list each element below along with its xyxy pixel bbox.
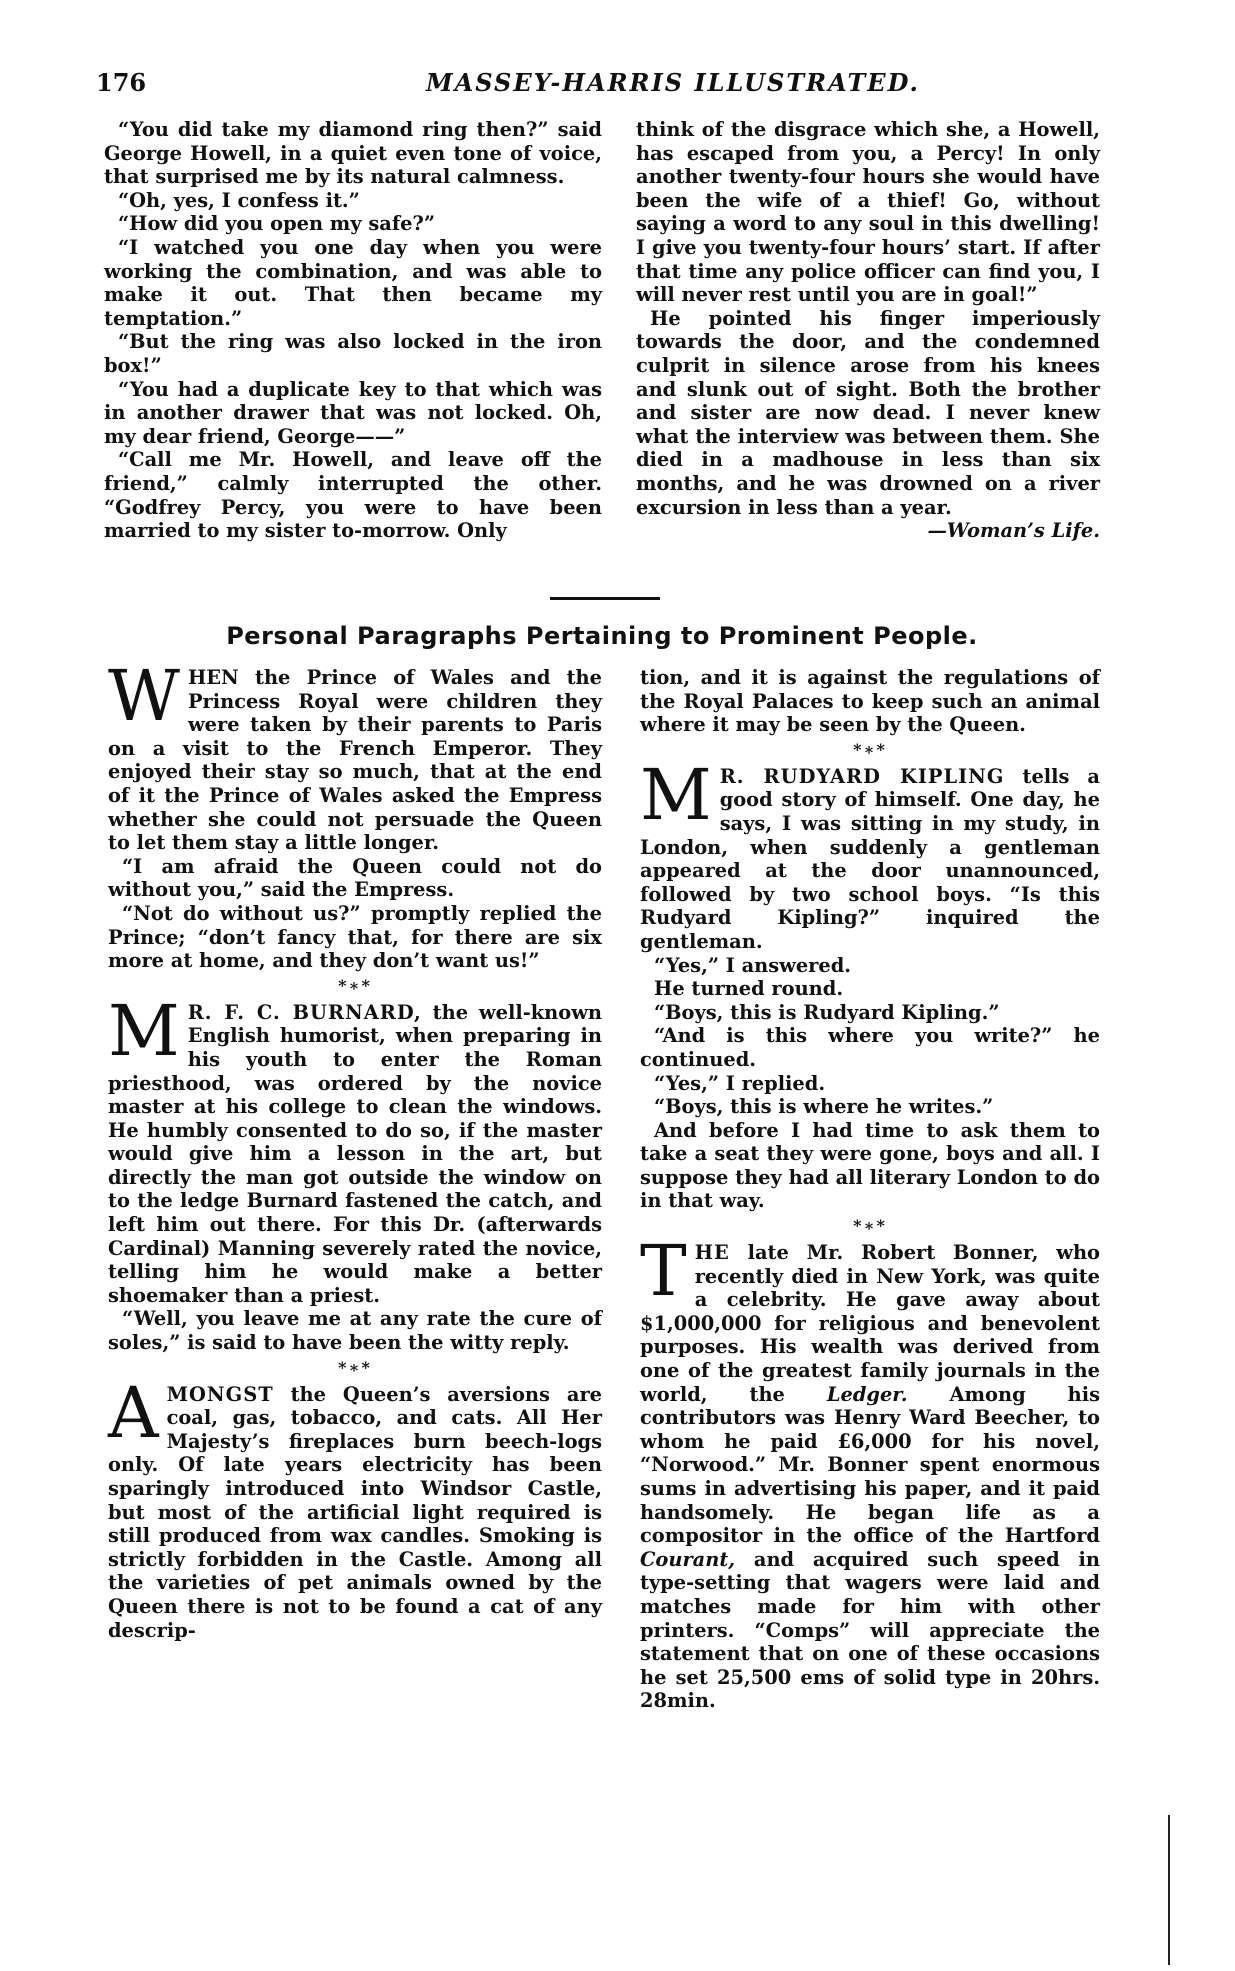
- article-prince-of-wales: [108, 655, 602, 973]
- article-bonner: [640, 1230, 1100, 1713]
- article-lead-text: HEN the Prince of Wales and the Princess Royal were children they were taken by their parents to Paris on a visit to the French Emperor. They enjoyed their stay so much, that at the end of it the Prince of Wales asked the Empress whether she could not persuade the Queen to let them stay a little longer.: [108, 666, 602, 855]
- asterism-divider: *∗*: [338, 1357, 372, 1377]
- story-paragraph: He pointed his finger imperiously towards the door, and the condemned culprit in silence arose from his knees and slunk out of sight. Both the brother and sister are now dead. I never knew what the interview was between them. She died in a madhouse in less than six months, and he was drowned on a river excursion in less than a year.: [636, 306, 1100, 519]
- margin-rule: [1168, 1815, 1170, 1965]
- article-lead: [640, 1230, 1100, 1713]
- running-title: MASSEY-HARRIS ILLUSTRATED.: [426, 68, 920, 97]
- article-paragraph: “Boys, this is where he writes.”: [654, 1095, 994, 1119]
- drop-cap: W: [108, 655, 180, 737]
- asterism-divider: *∗*: [338, 975, 372, 995]
- article-lead-text: Among his contributors was Henry Ward Beecher, to whom he paid £6,000 for his novel, “Norwood.” Mr. Bonner spent enormous sums in advertising his paper, and it paid handsomely. He began life as a compositor in the office of the Hartford: [640, 1382, 1100, 1548]
- paragraphs-column-right: [640, 666, 1100, 1713]
- article-caps: R. RUDYARD KIPLING: [719, 764, 1005, 788]
- article-paragraph: “I am afraid the Queen could not do without you,” said the Empress.: [108, 854, 602, 902]
- article-queen-aversions: [108, 1371, 602, 1643]
- article-lead: [108, 989, 602, 1308]
- article-lead: [108, 655, 602, 855]
- article-paragraph: “Yes,” I replied.: [654, 1071, 826, 1095]
- drop-cap: M: [108, 989, 180, 1072]
- asterism-divider: *∗*: [853, 739, 887, 759]
- story-column-left: [104, 118, 602, 543]
- page-number: 176: [96, 68, 147, 97]
- asterism-divider: *∗*: [853, 1216, 887, 1236]
- drop-cap: M: [640, 753, 712, 836]
- article-burnard: [108, 989, 602, 1355]
- story-paragraph: “You did take my diamond ring then?” said George Howell, in a quiet even tone of voice, that surprised me by its natural calmness.: [104, 118, 602, 189]
- courant-title: Courant,: [640, 1547, 736, 1571]
- article-paragraph: “Not do without us?” promptly replied the Prince; “don’t fancy that, for there are six more at home, and they don’t want us!”: [108, 901, 602, 973]
- article-paragraph: He turned round.: [654, 977, 844, 1001]
- article-paragraph: “Boys, this is Rudyard Kipling.”: [654, 1000, 1000, 1024]
- article-lead-text: and acquired such speed in type-setting that wagers were laid and matches made for him with other printers. “Comps” will appreciate the statement that on one of these occasions he set 25,500 ems of solid type in 20hrs. 28min.: [640, 1547, 1100, 1713]
- story-paragraph: “How did you open my safe?”: [118, 212, 436, 236]
- article-lead-text: the well-known English humorist, when preparing in his youth to enter the Roman priesthood, was ordered by the novice master at his college to clean the windows. He humbly consented to do so, if the master would give him a lesson in the art, but directly the man got outside the window on to the ledge Burnard fastened the catch, and left him out there. For this Dr. (afterwards Cardinal) Manning severely rated the novice, telling him he would make a better shoemaker than a priest.: [108, 1000, 602, 1307]
- article-continued: tion, and it is against the regulations of the Royal Palaces to keep such an animal where it may be seen by the Queen.: [640, 666, 1100, 737]
- article-paragraph: “Well, you leave me at any rate the cure of soles,” is said to have been the witty reply.: [108, 1307, 602, 1355]
- story-paragraph: think of the disgrace which she, a Howell, has escaped from you, a Percy! In only another twenty-four hours she would have been the wife of a thief! Go, without saying a word to any soul in this dwelling! I give you twenty-four hours’ start. If after that time any police officer can find you, I will never rest until you are in goal!”: [636, 118, 1100, 307]
- story-paragraph: “You had a duplicate key to that which was in another drawer that was not locked. Oh, my dear friend, George——”: [104, 377, 602, 448]
- article-paragraph: And before I had time to ask them to take a seat they were gone, boys and all. I suppose they had all literary London to do in that way.: [640, 1118, 1100, 1213]
- section-title: Personal Paragraphs Pertaining to Prominent People.: [226, 622, 978, 650]
- paragraphs-column-left: [108, 655, 602, 1642]
- article-paragraph: “Yes,” I answered.: [654, 953, 852, 977]
- story-source: —Woman’s Life.: [927, 519, 1100, 543]
- drop-cap: T: [640, 1230, 687, 1313]
- page-header: [96, 68, 1156, 108]
- story-column-right: [636, 118, 1100, 543]
- article-paragraph: “And is this where you write?” he continued.: [640, 1024, 1100, 1071]
- article-kipling: [640, 753, 1101, 1213]
- article-lead-text: tells a good story of himself. One day, he says, I was sitting in my study, in London, when suddenly a gentleman appeared at the door unannounced, followed by two school boys. “Is this Rudyard Kipling?” inquired the gentleman.: [640, 764, 1101, 953]
- section-divider: [550, 597, 660, 600]
- article-lead-text: late Mr. Robert Bonner, who recently died in New York, was quite a celebrity. He gave away about $1,000,000 for religious and benevolent purposes. His wealth was derived from one of the greatest family journals in the world, the: [640, 1241, 1100, 1406]
- article-lead-text: the Queen’s aversions are coal, gas, tobacco, and cats. All Her Majesty’s fireplaces burn beech-logs only. Of late years electricity has been sparingly introduced into Windsor Castle, but most of the artificial light required is still produced from wax candles. Smoking is strictly forbidden in the Castle. Among all the varieties of pet animals owned by the Queen there is not to be found a cat of any descrip-: [108, 1382, 602, 1642]
- drop-cap: A: [108, 1371, 159, 1454]
- article-caps: HE: [694, 1241, 730, 1265]
- story-paragraph: “But the ring was also locked in the iron box!”: [104, 330, 602, 377]
- story-paragraph: “Call me Mr. Howell, and leave off the friend,” calmly interrupted the other. “Godfrey Percy, you were to have been married to my sister to-morrow. Only: [104, 448, 602, 543]
- article-caps: R. F. C. BURNARD,: [187, 1000, 422, 1024]
- story-paragraph: “Oh, yes, I confess it.”: [118, 188, 360, 212]
- ledger-title: Ledger.: [826, 1382, 908, 1406]
- article-lead: [108, 1371, 602, 1643]
- article-caps: MONGST: [166, 1382, 274, 1406]
- article-lead: [640, 753, 1101, 954]
- story-paragraph: “I watched you one day when you were working the combination, and was able to make it out. That then became my temptation.”: [104, 235, 602, 330]
